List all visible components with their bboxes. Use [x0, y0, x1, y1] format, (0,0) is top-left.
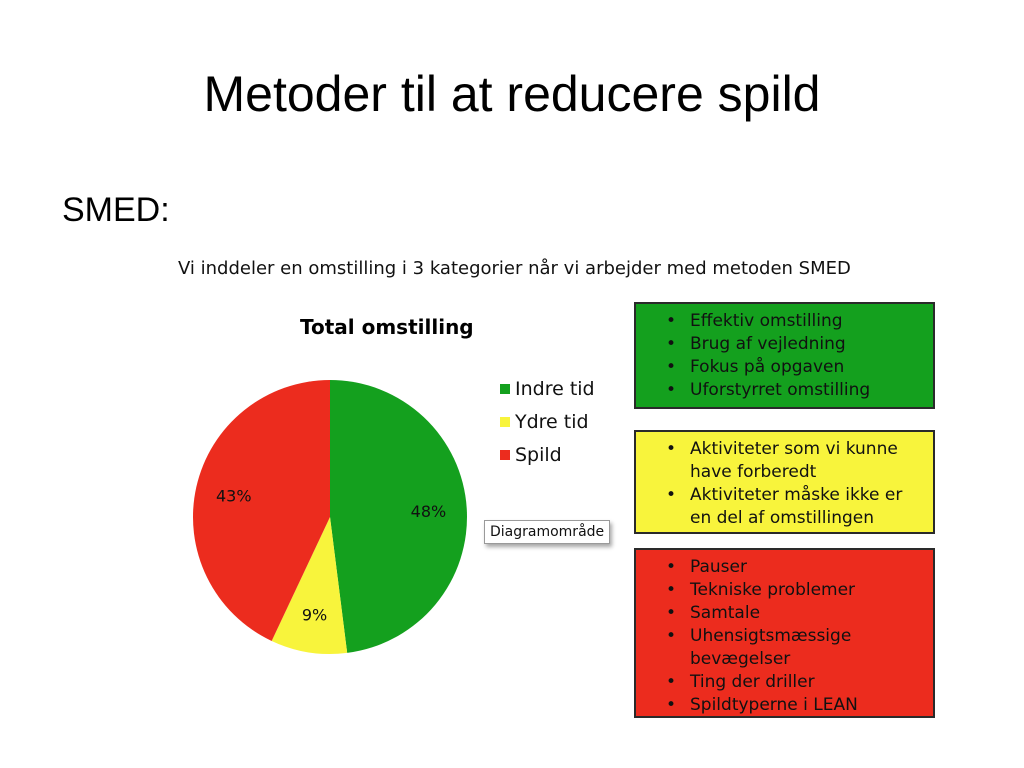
legend-label: Spild	[515, 443, 562, 466]
chart-legend	[500, 372, 595, 471]
list-item: • Ting der driller	[690, 671, 927, 694]
slice-label-spild: 43%	[215, 486, 252, 506]
legend-swatch-spild	[500, 450, 510, 460]
info-box-spild	[634, 548, 935, 718]
list-item: • Samtale	[690, 602, 927, 625]
slide-title: Metoder til at reducere spild	[203, 66, 821, 122]
legend-label: Ydre tid	[515, 410, 589, 433]
info-box-indre-tid	[634, 302, 935, 409]
list-item: • Tekniske problemer	[690, 579, 927, 602]
pie-slice-indre-tid	[330, 380, 467, 653]
info-box-ydre-tid	[634, 430, 935, 534]
chart-area-tooltip: Diagramområde	[484, 520, 610, 544]
legend-item-spild	[500, 438, 595, 471]
list-item: • Aktiviteter som vi kunne have forberedt	[690, 438, 927, 484]
slide-subtitle: SMED:	[62, 191, 170, 229]
legend-item-ydre-tid	[500, 405, 595, 438]
legend-item-indre-tid	[500, 372, 595, 405]
list-item: • Brug af vejledning	[690, 333, 927, 356]
slice-label-ydre-tid: 9%	[301, 605, 328, 625]
list-item: • Uhensigtsmæssige bevægelser	[690, 625, 927, 671]
list-item: • Uforstyrret omstilling	[690, 379, 927, 402]
figure-caption: Vi inddeler en omstilling i 3 kategorier når vi arbejder med metoden SMED	[178, 258, 851, 279]
list-item: • Effektiv omstilling	[690, 310, 927, 333]
legend-swatch-ydre-tid	[500, 417, 510, 427]
legend-swatch-indre-tid	[500, 384, 510, 394]
list-item: • Spildtyperne i LEAN	[690, 694, 927, 717]
list-item: • Aktiviteter måske ikke er en del af omstillingen	[690, 484, 927, 530]
list-item: • Fokus på opgaven	[690, 356, 927, 379]
slice-label-indre-tid: 48%	[410, 501, 447, 521]
list-item: • Pauser	[690, 556, 927, 579]
chart-title: Total omstilling	[300, 315, 474, 339]
legend-label: Indre tid	[515, 377, 595, 400]
